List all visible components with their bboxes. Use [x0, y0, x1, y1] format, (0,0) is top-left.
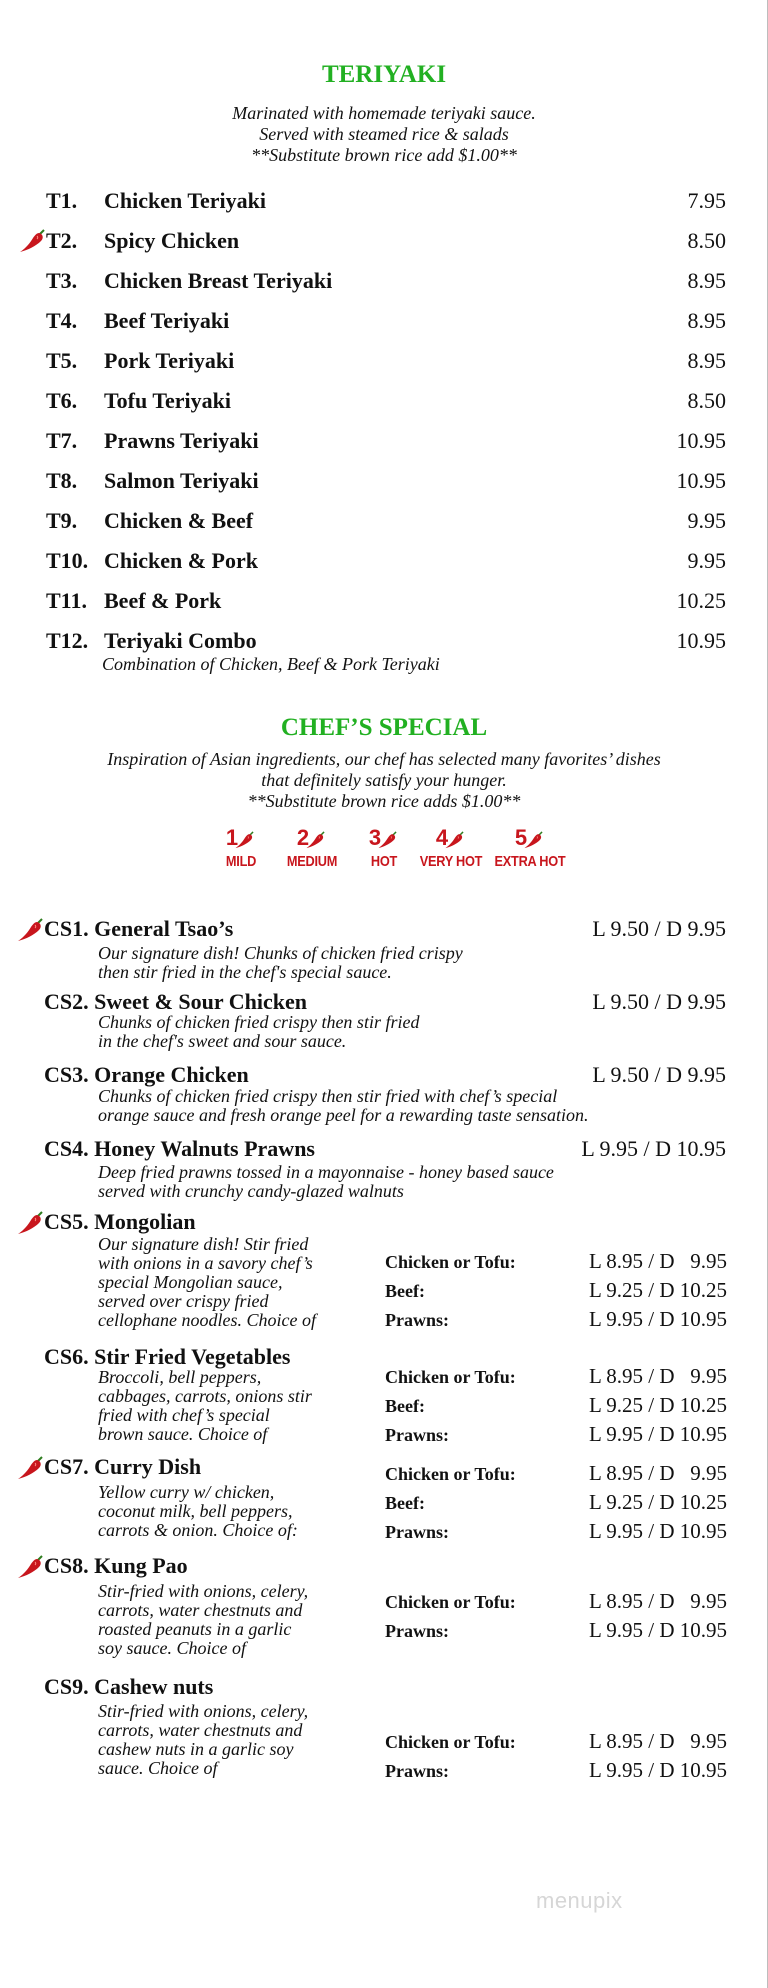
item-name: Honey Walnuts Prawns [94, 1136, 315, 1161]
item-code: T8. [46, 468, 78, 493]
menu-item-t4 [0, 308, 768, 338]
item-price: L 9.50 / D 9.95 [592, 1062, 726, 1087]
option-label: Prawns: [385, 1425, 449, 1445]
item-price: 10.95 [676, 468, 726, 493]
item-description [98, 1483, 298, 1540]
option-price: L 8.95 / D 9.95 [588, 1461, 727, 1485]
menu-item-t1 [0, 188, 768, 218]
red-pepper-icon [16, 1210, 46, 1236]
desc-line: coconut milk, bell peppers, [98, 1501, 293, 1521]
desc-line: cashew nuts in a garlic soy [98, 1739, 294, 1759]
item-name: Pork Teriyaki [104, 348, 235, 373]
item-name: Curry Dish [94, 1454, 202, 1479]
item-name: General Tsao’s [94, 916, 234, 941]
menu-item-t8 [0, 468, 768, 498]
option-label: Beef: [385, 1396, 425, 1416]
heat-level-label: VERY HOT [419, 853, 483, 870]
teriyaki-desc-line: **Substitute brown rice add $1.00** [251, 145, 517, 165]
item-price: 8.50 [687, 388, 726, 413]
desc-line: cabbages, carrots, onions stir [98, 1386, 312, 1406]
item-price: 10.95 [676, 628, 726, 653]
item-name: Spicy Chicken [104, 228, 240, 253]
heat-level-number: 3 [368, 825, 382, 850]
menu-item-t7 [0, 428, 768, 458]
item-code: CS6. [44, 1344, 89, 1369]
desc-line: brown sauce. Choice of [98, 1424, 268, 1444]
option-label: Chicken or Tofu: [385, 1592, 516, 1612]
desc-line: Deep fried prawns tossed in a mayonnaise - honey based sauce [98, 1162, 554, 1182]
item-code: T12. [46, 628, 89, 653]
item-description [98, 1582, 308, 1658]
red-pepper-icon [16, 1455, 46, 1481]
item-description [98, 1368, 312, 1444]
desc-line: Yellow curry w/ chicken, [98, 1482, 275, 1502]
item-name: Teriyaki Combo [104, 628, 257, 653]
item-name: Salmon Teriyaki [104, 468, 259, 493]
option-label: Chicken or Tofu: [385, 1252, 516, 1272]
option-label: Prawns: [385, 1310, 449, 1330]
desc-line: then stir fried in the chef's special sauce. [98, 962, 392, 982]
item-name: Kung Pao [94, 1553, 188, 1578]
item-code: T6. [46, 388, 78, 413]
item-code: T3. [46, 268, 78, 293]
option-label: Chicken or Tofu: [385, 1367, 516, 1387]
menu-item-t11 [0, 588, 768, 618]
item-code-name [44, 1674, 213, 1700]
menupix-watermark: menupix [536, 1888, 623, 1913]
desc-line: Broccoli, bell peppers, [98, 1367, 262, 1387]
option-price: L 9.95 / D 10.95 [588, 1422, 727, 1446]
menu-item-t10 [0, 548, 768, 578]
item-code: CS8. [44, 1553, 89, 1578]
option-price: L 9.95 / D 10.95 [588, 1519, 727, 1543]
item-name: Sweet & Sour Chicken [94, 989, 308, 1014]
heat-level-label: MEDIUM [286, 853, 338, 870]
item-code-name [44, 1062, 249, 1088]
item-code: CS5. [44, 1209, 89, 1234]
teriyaki-title: TERIYAKI [321, 61, 447, 88]
heat-level-number: 1 [225, 825, 239, 850]
heat-level-extra-hot [485, 826, 575, 870]
chefs-special-description [0, 749, 768, 812]
option-label: Prawns: [385, 1621, 449, 1641]
option-price: L 9.25 / D 10.25 [588, 1278, 727, 1302]
option-price: L 9.95 / D 10.95 [588, 1307, 727, 1331]
item-name: Mongolian [94, 1209, 196, 1234]
item-description [98, 944, 463, 982]
desc-line: Stir-fried with onions, celery, [98, 1581, 309, 1601]
desc-line: Our signature dish! Chunks of chicken fried crispy [98, 943, 463, 963]
item-code: CS3. [44, 1062, 89, 1087]
option-price: L 8.95 / D 9.95 [588, 1364, 727, 1388]
item-description [98, 1013, 419, 1051]
item-price: L 9.50 / D 9.95 [592, 989, 726, 1014]
item-description [98, 1235, 316, 1330]
option-price: L 8.95 / D 9.95 [588, 1589, 727, 1613]
item-code-name [44, 916, 233, 942]
heat-level-number: 5 [514, 825, 528, 850]
item-price: 7.95 [687, 188, 726, 213]
teriyaki-desc-line: Served with steamed rice & salads [259, 124, 509, 144]
item-price: 8.50 [687, 228, 726, 253]
item-code-name [44, 1209, 196, 1235]
item-code: CS9. [44, 1674, 89, 1699]
chefs-special-desc-line: that definitely satisfy your hunger. [261, 770, 507, 790]
desc-line: cellophane noodles. Choice of [98, 1310, 316, 1330]
item-code: T9. [46, 508, 78, 533]
desc-line: Chunks of chicken fried crispy then stir fried [98, 1012, 420, 1032]
option-price: L 8.95 / D 9.95 [588, 1729, 727, 1753]
menu-item-t6 [0, 388, 768, 418]
option-price: L 9.25 / D 10.25 [588, 1393, 727, 1417]
heat-level-number: 2 [296, 825, 310, 850]
item-price: L 9.95 / D 10.95 [581, 1136, 726, 1161]
item-price: 8.95 [687, 268, 726, 293]
item-price: 10.25 [676, 588, 726, 613]
item-name: Prawns Teriyaki [104, 428, 259, 453]
teriyaki-description [0, 103, 768, 166]
menu-item-t9 [0, 508, 768, 538]
item-description: Combination of Chicken, Beef & Pork Teriyaki [102, 654, 440, 674]
option-label: Beef: [385, 1493, 425, 1513]
item-price: 9.95 [687, 508, 726, 533]
item-name: Chicken & Pork [104, 548, 258, 573]
menu-item-t3 [0, 268, 768, 298]
item-code: T5. [46, 348, 78, 373]
desc-line: Our signature dish! Stir fried [98, 1234, 309, 1254]
chefs-special-desc-line: Inspiration of Asian ingredients, our chef has selected many favorites’ dishes [107, 749, 661, 769]
item-name: Tofu Teriyaki [104, 388, 231, 413]
item-price: 8.95 [687, 308, 726, 333]
option-label: Prawns: [385, 1522, 449, 1542]
red-pepper-icon [377, 829, 399, 851]
chefs-special-title: CHEF’S SPECIAL [280, 714, 488, 741]
chefs-special-desc-line: **Substitute brown rice adds $1.00** [247, 791, 521, 811]
item-code: T4. [46, 308, 78, 333]
item-name: Stir Fried Vegetables [94, 1344, 291, 1369]
menu-item-t5 [0, 348, 768, 378]
desc-line: Stir-fried with onions, celery, [98, 1701, 309, 1721]
option-label: Chicken or Tofu: [385, 1732, 516, 1752]
option-label: Chicken or Tofu: [385, 1464, 516, 1484]
item-code: T10. [46, 548, 89, 573]
desc-line: sauce. Choice of [98, 1758, 218, 1778]
heat-level-label: HOT [370, 853, 398, 870]
red-pepper-icon [16, 917, 46, 943]
teriyaki-desc-line: Marinated with homemade teriyaki sauce. [232, 103, 536, 123]
desc-line: served with crunchy candy-glazed walnuts [98, 1181, 404, 1201]
red-pepper-icon [234, 829, 256, 851]
item-code: T7. [46, 428, 78, 453]
option-label: Beef: [385, 1281, 425, 1301]
heat-level-label: EXTRA HOT [494, 853, 566, 870]
desc-line: served over crispy fried [98, 1291, 269, 1311]
item-name: Beef & Pork [104, 588, 222, 613]
item-price: 10.95 [676, 428, 726, 453]
option-price: L 9.95 / D 10.95 [588, 1618, 727, 1642]
red-pepper-icon [523, 829, 545, 851]
item-price: 8.95 [687, 348, 726, 373]
option-price: L 9.25 / D 10.25 [588, 1490, 727, 1514]
option-price: L 8.95 / D 9.95 [588, 1249, 727, 1273]
item-code: T1. [46, 188, 78, 213]
item-code: CS7. [44, 1454, 89, 1479]
item-name: Cashew nuts [94, 1674, 214, 1699]
item-price: L 9.50 / D 9.95 [592, 916, 726, 941]
heat-level-label: MILD [225, 853, 257, 870]
menu-item-t2 [0, 228, 768, 258]
desc-line: carrots, water chestnuts and [98, 1720, 303, 1740]
red-pepper-icon [444, 829, 466, 851]
desc-line: with onions in a savory chef’s [98, 1253, 313, 1273]
heat-level-very-hot [406, 826, 496, 870]
item-name: Chicken Breast Teriyaki [104, 268, 333, 293]
desc-line: carrots, water chestnuts and [98, 1600, 303, 1620]
red-pepper-icon [16, 1554, 46, 1580]
item-code-name [44, 1454, 201, 1480]
item-description [98, 1087, 588, 1125]
desc-line: in the chef's sweet and sour sauce. [98, 1031, 347, 1051]
item-code: CS1. [44, 916, 89, 941]
menu-item-t12 [0, 628, 768, 674]
item-name: Beef Teriyaki [104, 308, 230, 333]
item-description [98, 1163, 554, 1201]
red-pepper-icon [305, 829, 327, 851]
heat-level-number: 4 [435, 825, 449, 850]
item-name: Chicken Teriyaki [104, 188, 266, 213]
item-code: CS4. [44, 1136, 89, 1161]
desc-line: orange sauce and fresh orange peel for a rewarding taste sensation. [98, 1105, 589, 1125]
desc-line: carrots & onion. Choice of: [98, 1520, 298, 1540]
red-pepper-icon [18, 228, 48, 254]
item-code: CS2. [44, 989, 89, 1014]
desc-line: special Mongolian sauce, [98, 1272, 283, 1292]
item-code-name [44, 1553, 188, 1579]
desc-line: Chunks of chicken fried crispy then stir fried with chef’s special [98, 1086, 558, 1106]
option-label: Prawns: [385, 1761, 449, 1781]
item-name: Orange Chicken [94, 1062, 249, 1087]
desc-line: fried with chef’s special [98, 1405, 270, 1425]
item-name: Chicken & Beef [104, 508, 254, 533]
desc-line: roasted peanuts in a garlic [98, 1619, 292, 1639]
item-code: T11. [46, 588, 87, 613]
item-code-name [44, 1136, 315, 1162]
item-description [98, 1702, 308, 1778]
item-code: T2. [46, 228, 78, 253]
desc-line: soy sauce. Choice of [98, 1638, 246, 1658]
option-price: L 9.95 / D 10.95 [588, 1758, 727, 1782]
item-price: 9.95 [687, 548, 726, 573]
